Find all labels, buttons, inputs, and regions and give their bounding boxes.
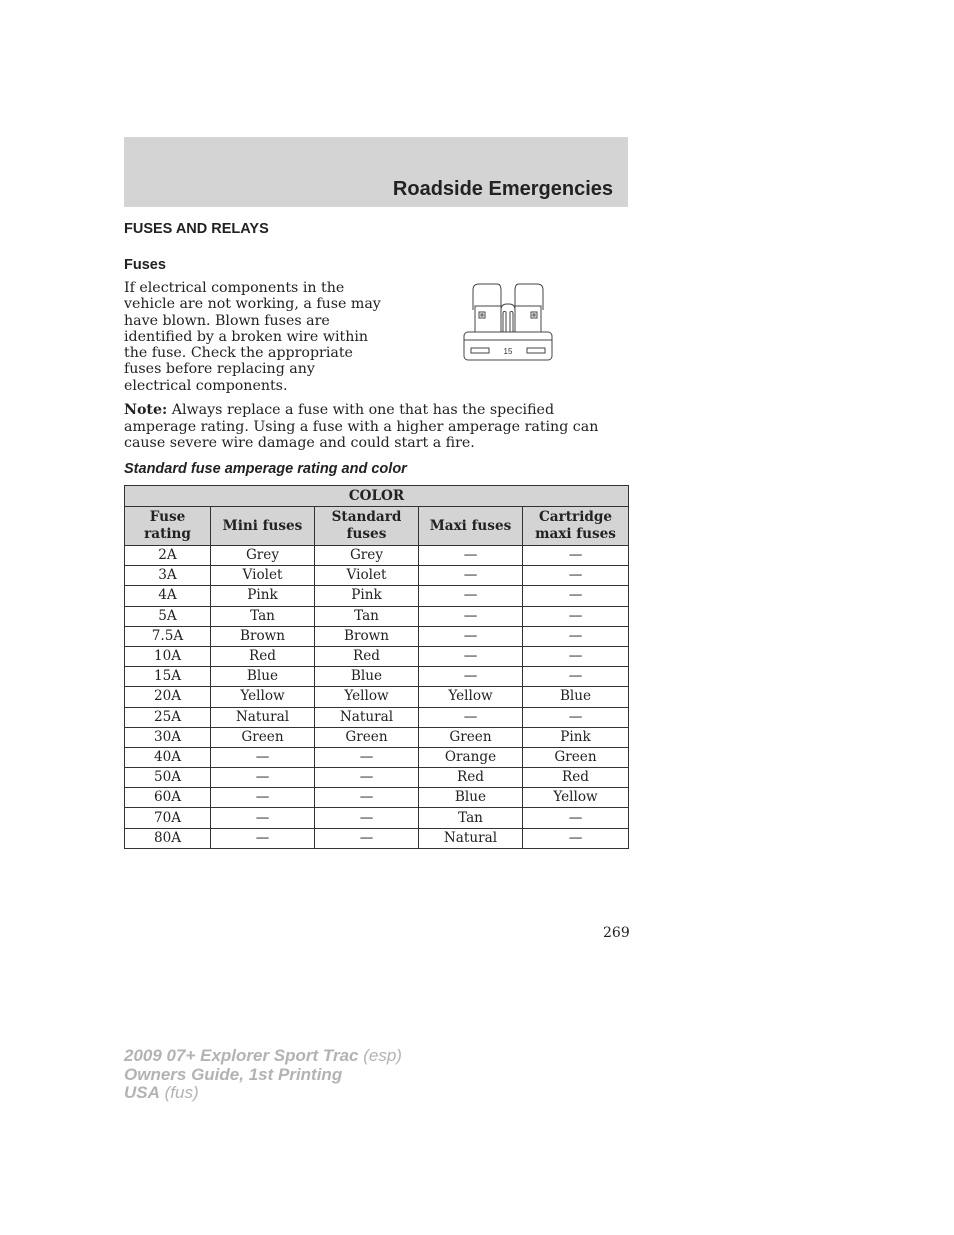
table-cell: —: [523, 586, 629, 606]
table-cell: 80A: [125, 828, 211, 848]
table-cell: Tan: [315, 606, 419, 626]
footer-market: USA: [124, 1083, 160, 1102]
table-row: [125, 606, 629, 626]
table-cell: Grey: [211, 546, 315, 566]
table-cell: 40A: [125, 747, 211, 767]
table-cell: Natural: [211, 707, 315, 727]
intro-paragraph: If electrical components in the vehicle are not working, a fuse may have blown. Blown fuses are identified by a broken wire within the fuse. Check the appropriate fuses before replacing any electrical components.: [124, 280, 381, 394]
column-header: Cartridge maxi fuses: [523, 507, 629, 546]
table-cell: 2A: [125, 546, 211, 566]
table-cell: —: [523, 546, 629, 566]
footer-line-3: [124, 1084, 402, 1103]
footer-model: 2009 07+ Explorer Sport Trac: [124, 1046, 359, 1065]
chapter-title: Roadside Emergencies: [392, 178, 613, 200]
color-group-header: COLOR: [125, 486, 629, 507]
table-cell: 7.5A: [125, 626, 211, 646]
table-cell: —: [523, 566, 629, 586]
table-cell: Blue: [211, 667, 315, 687]
table-row: [125, 646, 629, 666]
table-cell: Yellow: [419, 687, 523, 707]
table-cell: Green: [523, 747, 629, 767]
table-cell: 4A: [125, 586, 211, 606]
table-cell: Grey: [315, 546, 419, 566]
table-cell: 15A: [125, 667, 211, 687]
fuse-color-table: [124, 485, 629, 849]
table-cell: Blue: [419, 788, 523, 808]
table-cell: Pink: [523, 727, 629, 747]
table-cell: —: [211, 808, 315, 828]
table-cell: Brown: [211, 626, 315, 646]
table-cell: —: [315, 828, 419, 848]
table-cell: —: [523, 646, 629, 666]
table-cell: Green: [315, 727, 419, 747]
table-cell: Green: [211, 727, 315, 747]
table-cell: Red: [419, 768, 523, 788]
header-band: [124, 137, 628, 207]
fuse-rating-label: 15: [503, 347, 513, 356]
column-header: Fuse rating: [125, 507, 211, 546]
table-cell: —: [419, 606, 523, 626]
table-cell: Yellow: [211, 687, 315, 707]
table-cell: Orange: [419, 747, 523, 767]
note-label: Note:: [124, 402, 168, 418]
table-cell: —: [211, 747, 315, 767]
footer-line-1: [124, 1047, 402, 1066]
column-header: Standard fuses: [315, 507, 419, 546]
table-cell: Red: [523, 768, 629, 788]
table-cell: —: [211, 788, 315, 808]
table-cell: 60A: [125, 788, 211, 808]
table-cell: —: [523, 828, 629, 848]
table-row: [125, 727, 629, 747]
table-row: [125, 586, 629, 606]
table-row: [125, 828, 629, 848]
table-cell: 25A: [125, 707, 211, 727]
subsection-title: Fuses: [124, 257, 166, 273]
table-cell: Natural: [419, 828, 523, 848]
footer: [124, 1047, 402, 1103]
table-row: [125, 566, 629, 586]
table-cell: Blue: [315, 667, 419, 687]
table-cell: Brown: [315, 626, 419, 646]
table-body: [125, 546, 629, 849]
table-cell: —: [523, 808, 629, 828]
table-caption: Standard fuse amperage rating and color: [124, 461, 407, 477]
table-cell: 10A: [125, 646, 211, 666]
table-cell: Violet: [315, 566, 419, 586]
table-cell: 20A: [125, 687, 211, 707]
table-cell: —: [315, 747, 419, 767]
table-row: [125, 747, 629, 767]
table-cell: —: [523, 707, 629, 727]
table-row: [125, 788, 629, 808]
table-cell: —: [523, 667, 629, 687]
section-title: FUSES AND RELAYS: [124, 221, 269, 237]
table-cell: —: [419, 586, 523, 606]
table-cell: Red: [211, 646, 315, 666]
footer-market-code: (fus): [159, 1083, 199, 1102]
table-row: [125, 707, 629, 727]
table-cell: Tan: [419, 808, 523, 828]
table-cell: —: [315, 788, 419, 808]
table-cell: Pink: [315, 586, 419, 606]
table-cell: —: [419, 646, 523, 666]
table-cell: Yellow: [315, 687, 419, 707]
column-header: Maxi fuses: [419, 507, 523, 546]
table-cell: 30A: [125, 727, 211, 747]
table-cell: —: [315, 808, 419, 828]
table-row: [125, 667, 629, 687]
table-cell: 70A: [125, 808, 211, 828]
table-cell: 3A: [125, 566, 211, 586]
table-cell: Yellow: [523, 788, 629, 808]
table-row: [125, 808, 629, 828]
table-cell: Blue: [523, 687, 629, 707]
table-row: [125, 626, 629, 646]
table-row: [125, 768, 629, 788]
column-header: Mini fuses: [211, 507, 315, 546]
table-cell: —: [419, 707, 523, 727]
table-cell: 50A: [125, 768, 211, 788]
table-cell: Violet: [211, 566, 315, 586]
note-text: Always replace a fuse with one that has the specified amperage rating. Using a fuse with a higher amperage rating can cause severe wire damage and could start a fire.: [124, 402, 599, 452]
table-row: [125, 687, 629, 707]
table-cell: —: [211, 828, 315, 848]
table-cell: Pink: [211, 586, 315, 606]
table-cell: —: [523, 626, 629, 646]
footer-lang: (esp): [358, 1046, 402, 1065]
table-cell: —: [419, 566, 523, 586]
table-cell: Red: [315, 646, 419, 666]
table-cell: 5A: [125, 606, 211, 626]
table-cell: Natural: [315, 707, 419, 727]
table-cell: Tan: [211, 606, 315, 626]
table-cell: Green: [419, 727, 523, 747]
table-cell: —: [419, 546, 523, 566]
footer-line-2: Owners Guide, 1st Printing: [124, 1064, 343, 1084]
table-cell: —: [315, 768, 419, 788]
fuse-illustration: [461, 282, 555, 362]
page-number: 269: [603, 925, 630, 941]
table-cell: —: [523, 606, 629, 626]
table-cell: —: [419, 626, 523, 646]
table-cell: —: [211, 768, 315, 788]
table-row: [125, 546, 629, 566]
table-cell: —: [419, 667, 523, 687]
note-paragraph: [124, 402, 628, 452]
